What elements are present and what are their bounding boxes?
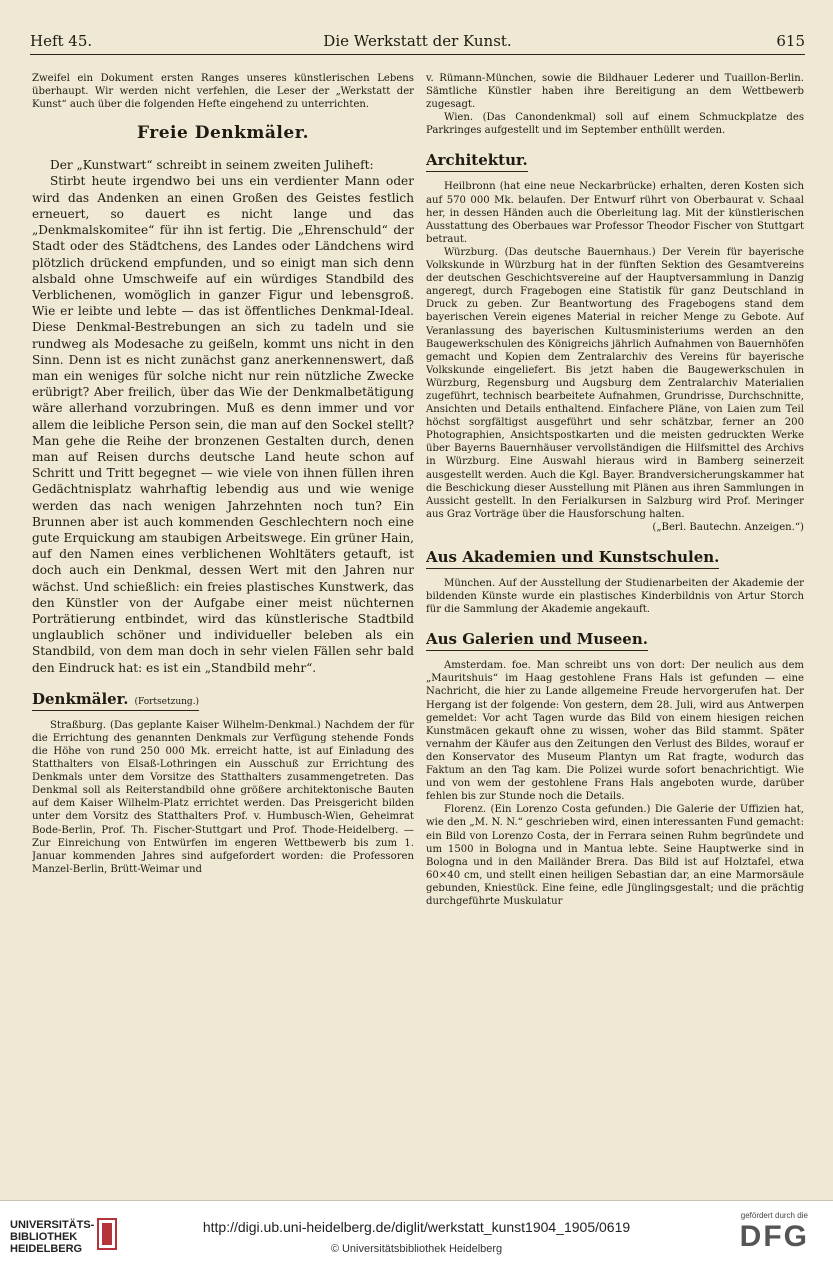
news-paragraph: Amsterdam. foe. Man schreibt uns von dort: Der neulich aus dem „Mauritshuis“ im Haag gestohlene Frans Hals ist gefunden — eine Nachricht, die hier zu Lande allgemeine Freude hervorgerufen hat. Der Hergang ist der folgende: Von gestern, dem 28. Juli, wird aus Antwerpen gemeldet: Vor acht Tagen wurde das Bild von einem hiesigen reichen Kunstmäcen gekauft ohne zu wissen, woher das Bild stammt. Später vernahm der Käufer aus den Zeitungen den Verlust des Bildes, worauf er den Konservator des Museum Plantyn um Rat fragte, wodurch das Faktum an den Tag kam. Die Polizei wurde sofort benachrichtigt. Wie und von wem der gestohlene Frans Hals angeboten wurde, darüber fehlen bis zur Stunde noch die Details. <box>426 660 804 803</box>
issue-number: Heft 45. <box>30 32 93 50</box>
right-column <box>426 72 804 1172</box>
footer-bar <box>0 1200 833 1272</box>
section-title: Denkmäler. <box>32 689 129 708</box>
news-paragraph: Wien. (Das Canondenkmal) soll auf einem Schmuckplatze des Parkringes aufgestellt und im September enthüllt werden. <box>426 112 804 137</box>
library-line: HEIDELBERG <box>10 1243 83 1255</box>
journal-title: Die Werkstatt der Kunst. <box>323 32 512 50</box>
permalink-link[interactable]: http://digi.ub.uni-heidelberg.de/diglit/werkstatt_kunst1904_1905/0619 <box>202 1219 631 1235</box>
library-line: UNIVERSITÄTS- <box>10 1219 95 1231</box>
news-paragraph: Würzburg. (Das deutsche Bauernhaus.) Der Verein für bayerische Volkskunde in Würzburg hat in der fünften Sektion des Gesamtvereins der deutschen Geschichtsvereine auf der Hauptversammlung in Danzig angeregt, durch Fragebogen eine Statistik für ganz Deutschland in Druck zu geben. Zur Beantwortung des Fragebogens stand dem bayerischen Verein eigenes Material in reicher Menge zu Gebote. Auf Veranlassung des bayerischen Kultusministeriums werden an den Baugewerkschulen des Königreichs jährlich Aufnahmen von Bauernhöfen gemacht und Kopien dem Zentralarchiv des Vereins für bayerische Volkskunde eingeliefert. Bis jetzt haben die Baugewerkschulen in Würzburg, Regensburg und Augsburg dem Zentralarchiv Materialien zugeführt, technisch bearbeitete Aufnahmen, Grundrisse, Durchschnitte, Ansichten und Details enthaltend. Einfachere Pläne, von Laien zum Teil höchst sorgfältigst ausgeführt und sehr schätzbar, ferner an 200 Photographien, Ansichtspostkarten und die meisten gedruckten Werke über Bayerns Bauernhäuser vervollständigen die Hilfsmittel des Archivs in Würzburg. Eine Auswahl hieraus wird in Bamberg seinerzeit ausgestellt werden. Auch die Kgl. Bayer. Brandversicherungskammer hat die Beschickung dieser Ausstellung mit Plänen aus ihren Sammlungen in Aussicht gestellt. In den Ferialkursen in Salzburg wird Prof. Meringer aus Graz Vorträge über die Hausforschung halten. <box>426 246 804 520</box>
intro-paragraph: Zweifel ein Dokument ersten Ranges unseres künstlerischen Lebens überhaupt. Wir werden nicht verfehlen, die Leser der „Werkstatt der Kunst“ auch über die folgenden Hefte eingehend zu unterrichten. <box>32 73 414 111</box>
funder-logo <box>740 1211 809 1254</box>
news-paragraph: Straßburg. (Das geplante Kaiser Wilhelm-Denkmal.) Nachdem der für die Errichtung des genannten Denkmals zur Verfügung stehende Fonds die Höhe von rund 250 000 Mk. erreicht hatte, ist auf Einladung des Statthalters von Elsaß-Lothringen ein Ausschuß zur Errichtung des Denkmals unter dem Vorsitze des Statthalters zusammengetreten. Das Denkmal soll als Reiterstandbild ohne größere architektonische Bauten auf dem Kaiser Wilhelm-Platz errichtet werden. Das Preisgericht bilden unter dem Vorsitz des Statthalters Prof. v. Humbusch-Wien, Geheimrat Bode-Berlin, Prof. Th. Fischer-Stuttgart und Prof. Thode-Heidelberg. — Zur Einreichung von Entwürfen im engeren Wettbewerb bis zum 1. Januar kommenden Jahres sind aufgefordert worden: die Professoren Manzel-Berlin, Brütt-Weimar und <box>32 719 414 875</box>
copyright-text: © Universitätsbibliothek Heidelberg <box>330 1243 503 1255</box>
page-number: 615 <box>776 32 805 50</box>
news-paragraph: Florenz. (Ein Lorenzo Costa gefunden.) Die Galerie der Uffizien hat, wie den „M. N. N.“ geschrieben wird, einen interessanten Fund gemacht: ein Bild von Lorenzo Costa, der in Ferrara seinen Ruhm begründete und um 1500 in Bologna und in Mantua lebte. Seine Hauptwerke sind in Bologna und in den Mailänder Brera. Das Bild ist auf Holztafel, etwa 60×40 cm, und stellt einen heiligen Sebastian dar, an eine Marmorsäule gebunden, Kniestück. Eine feine, edle Jünglingsgestalt; und die prächtig durchgeführte Muskulatur <box>426 804 804 907</box>
section-heading <box>32 690 199 711</box>
running-header <box>30 30 805 55</box>
section-note: (Fortsetzung.) <box>134 696 200 707</box>
library-line: BIBLIOTHEK <box>10 1231 78 1243</box>
dfg-logo: DFG <box>739 1220 809 1253</box>
source-citation: („Berl. Bautechn. Anzeigen.“) <box>652 521 804 533</box>
article-paragraph: Stirbt heute irgendwo bei uns ein verdienter Mann oder wird das Andenken an einen Großen des Geistes festlich erneuert, so dauert es nicht lange und das „Denkmalskomitee“ für ihn ist fertig. Die „Ehrenschuld“ der Stadt oder des Städtchens, des Landes oder Ländchens wird plötzlich drückend empfunden, und so einigt man sich denn alsbald ohne Umschweife auf ein würdiges Standbild des Verblichenen, womöglich in ganzer Figur und lebensgroß. Wie er leibte und lebte — das ist öffentliches Denkmal-Ideal. Diese Denkmal-Bestrebungen an sich zu tadeln und sie rundweg als Modesache zu geißeln, kommt uns nicht in den Sinn. Denn ist es nicht zunächst ganz anerkennenswert, daß man ein weniges für solche nicht nur rein nützliche Zwecke erübrigt? Aber freilich, über das Wie der Denkmalbetätigung wäre allerhand vorzubringen. Muß es denn immer und vor allem die leibliche Person sein, die man auf den Sockel stellt? Man gehe die Reihe der bronzenen Gestalten durch, denen man auf Reisen durchs deutsche Land heute schon auf Schritt und Tritt begegnet — wie viele von ihnen füllen ihren Gedächtnisplatz wahrhaftig lebendig aus und wie wenige werden das nach wenigen Jahrzehnten noch tun? Ein Brunnen aber ist auch kommenden Geschlechtern noch eine gute Erquickung am staubigen Arbeitswege. Ein grüner Hain, auf den Namen eines verblichenen Wohltäters getauft, ist doch auch ein Denkmal, dessen Wert mit den Jahren nur wächst. Und schießlich: ein freies plastisches Kunstwerk, das den Künstler von der Aufgabe einer meist nüchternen Porträtierung entbindet, wird das künstlerische Stadtbild unglaublich schöner und individueller beleben als ein Standbild, von dem man doch in sehr vielen Fällen sehr bald den Eindruck hat: es ist ein „Standbild mehr“. <box>32 174 414 675</box>
news-paragraph: v. Rümann-München, sowie die Bildhauer Lederer und Tuaillon-Berlin. Sämtliche Künstler haben ihre Bereitigung an dem Wettbewerb zugesagt. <box>426 73 804 111</box>
news-paragraph: Heilbronn (hat eine neue Neckarbrücke) erhalten, deren Kosten sich auf 570 000 Mk. belaufen. Der Entwurf rührt von Oberbaurat v. Schaal her, in dessen Händen auch die Oberleitung lag. Mit der künstlerischen Ausstattung des Oberbaues war Professor Theodor Fischer von Stuttgart betraut. <box>426 181 804 245</box>
article-title: Freie Denkmäler. <box>136 123 310 144</box>
section-heading: Aus Akademien und Kunstschulen. <box>426 548 719 569</box>
left-column <box>32 72 414 1172</box>
news-paragraph: München. Auf der Ausstellung der Studienarbeiten der Akademie der bildenden Künste wurde ein plastisches Kinderbildnis von Artur Storch für die Sammlung der Akademie angekauft. <box>426 578 804 616</box>
section-heading: Architektur. <box>426 151 528 172</box>
section-heading: Aus Galerien und Museen. <box>426 630 648 651</box>
article-paragraph: Der „Kunstwart“ schreibt in seinem zweiten Juliheft: <box>50 158 374 173</box>
funded-by-label: gefördert durch die <box>740 1211 808 1220</box>
